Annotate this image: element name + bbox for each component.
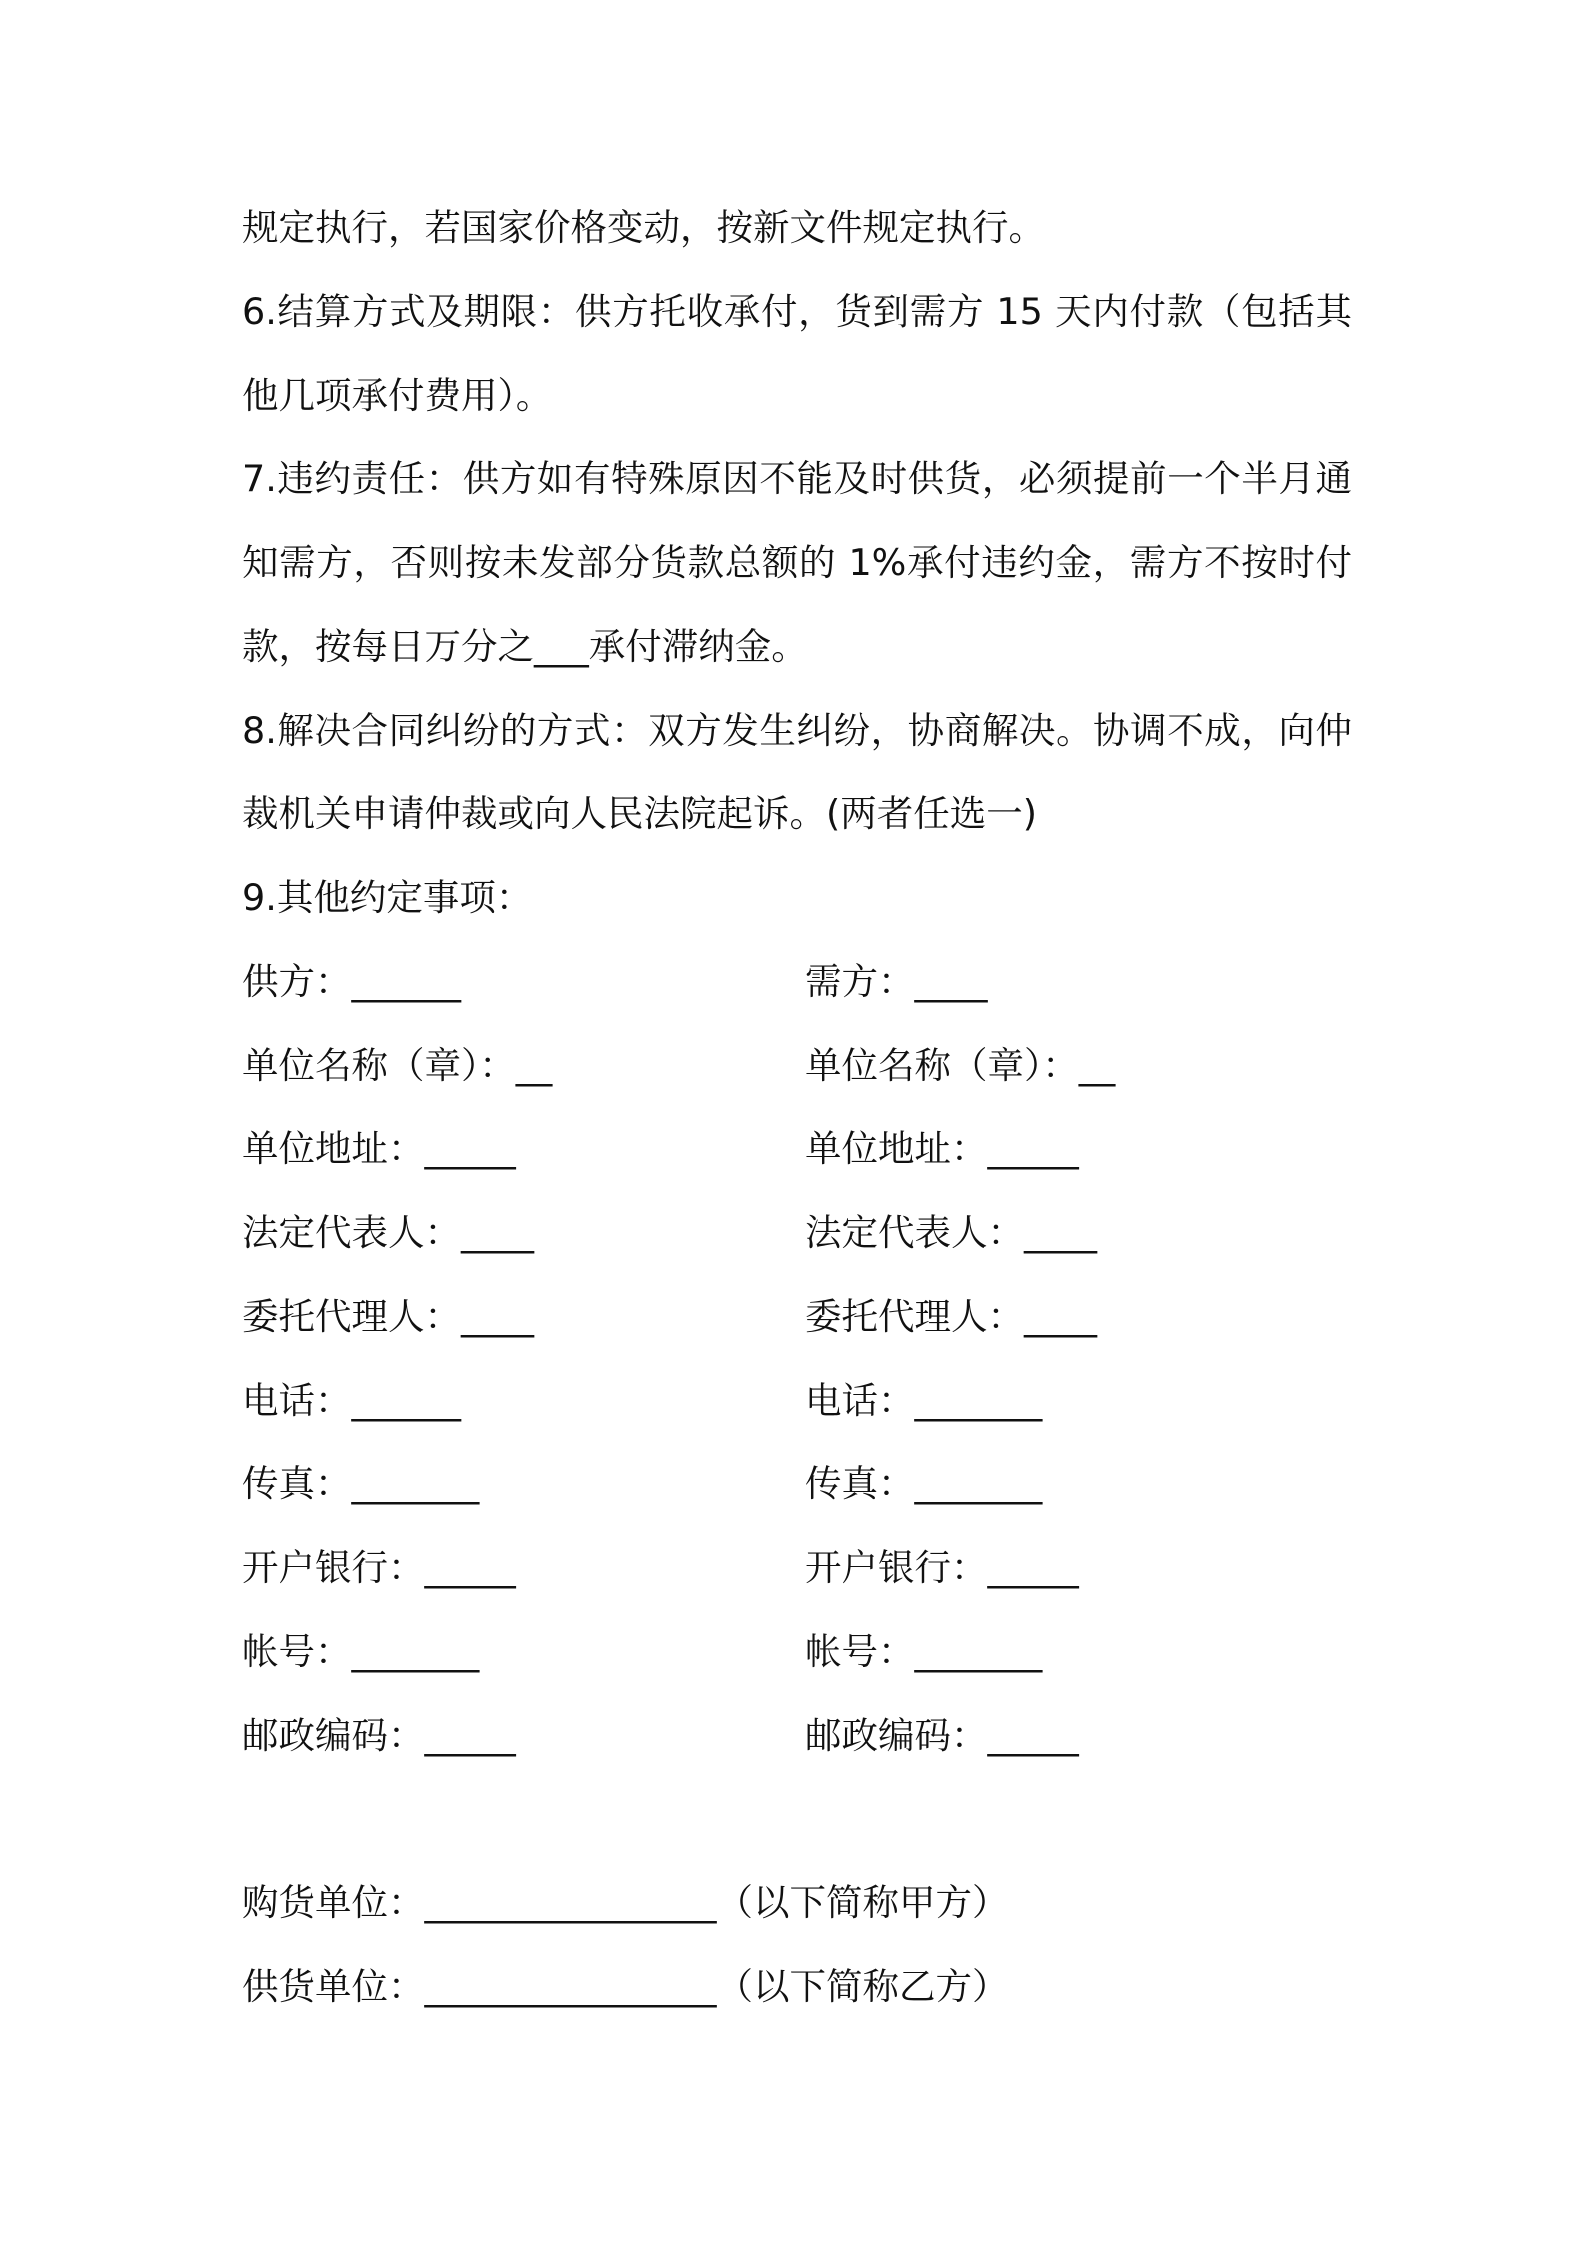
field-label: 传真： <box>805 1462 915 1506</box>
signature-row-agent <box>242 1275 1352 1359</box>
field-blank: _______ <box>914 1378 1043 1422</box>
field-label: 法定代表人： <box>805 1211 1024 1254</box>
buyer-agent-field <box>805 1275 1352 1359</box>
field-label: 电话： <box>805 1378 915 1422</box>
field-label: 供货单位： <box>242 1964 425 2008</box>
supplier-fax-field <box>242 1442 805 1526</box>
signature-row-fax <box>242 1442 1352 1526</box>
clause-7-line-3: 款，按每日万分之___承付滞纳金。 <box>242 624 808 668</box>
field-blank: _____ <box>424 1713 516 1757</box>
clause-6-line-2: 他几项承付费用）。 <box>242 373 553 417</box>
field-blank: _____ <box>987 1127 1079 1171</box>
signature-row-phone <box>242 1359 1352 1443</box>
clause-8-line-2: 裁机关申请仲裁或向人民法院起诉。(两者任选一) <box>242 792 1037 836</box>
buyer-unit-name-field <box>805 1024 1352 1108</box>
clause-7-line-2: 知需方，否则按未发部分货款总额的 1%承付违约金，需方不按时付 <box>242 541 1352 584</box>
field-label: 委托代理人： <box>242 1294 461 1338</box>
field-label: 开户银行： <box>242 1546 425 1589</box>
clause-9-heading: 9.其他约定事项： <box>242 876 533 919</box>
field-blank: _____ <box>987 1546 1079 1589</box>
buyer-bank-field <box>805 1526 1352 1610</box>
field-label: 帐号： <box>242 1629 352 1673</box>
signature-row-postcode <box>242 1694 1352 1778</box>
field-blank: ________________ <box>424 1881 717 1924</box>
buyer-unit-address-field <box>805 1107 1352 1191</box>
field-blank: ______ <box>351 959 461 1003</box>
field-blank: _____ <box>424 1546 516 1589</box>
field-blank: _______ <box>351 1629 480 1673</box>
field-label: 法定代表人： <box>242 1211 461 1254</box>
signature-row-bank <box>242 1526 1352 1610</box>
field-blank: __ <box>1078 1043 1116 1087</box>
field-label: 电话： <box>242 1378 352 1422</box>
supplier-legal-rep-field <box>242 1191 805 1275</box>
clause-8-line-1: 8.解决合同纠纷的方式：双方发生纠纷，协商解决。协调不成，向仲 <box>242 708 1352 752</box>
purchaser-unit-line <box>242 1861 1352 1945</box>
supplier-bank-field <box>242 1526 805 1610</box>
field-label: 单位名称（章）： <box>242 1043 516 1087</box>
field-label: 单位名称（章）： <box>805 1043 1079 1087</box>
buyer-postcode-field <box>805 1694 1352 1778</box>
field-label: 邮政编码： <box>242 1713 425 1757</box>
field-blank: ____ <box>461 1294 534 1338</box>
field-blank: ________________ <box>424 1964 717 2008</box>
field-blank: ____ <box>461 1211 534 1254</box>
supplier-unit-address-field <box>242 1107 805 1191</box>
field-blank: _____ <box>424 1127 516 1171</box>
clause-5-text-end: 规定执行，若国家价格变动，按新文件规定执行。 <box>242 206 1045 249</box>
signature-row-account <box>242 1610 1352 1694</box>
field-label: 单位地址： <box>242 1127 425 1171</box>
signature-row-party <box>242 940 1352 1024</box>
field-blank: ______ <box>351 1378 461 1422</box>
field-blank: __ <box>515 1043 553 1087</box>
field-label: 邮政编码： <box>805 1713 988 1757</box>
field-label: 单位地址： <box>805 1127 988 1171</box>
buyer-account-field <box>805 1610 1352 1694</box>
signature-row-unit-name <box>242 1024 1352 1108</box>
blank-line <box>242 1777 1352 1861</box>
buyer-phone-field <box>805 1359 1352 1443</box>
field-label: 购货单位： <box>242 1881 425 1924</box>
supplier-postcode-field <box>242 1694 805 1778</box>
field-label: 开户银行： <box>805 1546 988 1589</box>
buyer-legal-rep-field <box>805 1191 1352 1275</box>
field-blank: _______ <box>351 1462 480 1506</box>
field-blank: ____ <box>1024 1211 1097 1254</box>
buyer-fax-field <box>805 1442 1352 1526</box>
field-label: 委托代理人： <box>805 1294 1024 1338</box>
field-label: 需方： <box>805 959 915 1003</box>
supplier-account-field <box>242 1610 805 1694</box>
signature-block <box>242 940 1352 1778</box>
field-label: 传真： <box>242 1462 352 1506</box>
supplier-unit-line <box>242 1945 1352 2029</box>
clause-6-line-1: 6.结算方式及期限：供方托收承付，货到需方 15 天内付款（包括其 <box>242 289 1352 333</box>
supplier-phone-field <box>242 1359 805 1443</box>
buyer-party-field <box>805 940 1352 1024</box>
signature-row-legal-rep <box>242 1191 1352 1275</box>
field-label: 供方： <box>242 959 352 1003</box>
party-alias-note: （以下简称乙方） <box>716 1964 1009 2008</box>
supplier-agent-field <box>242 1275 805 1359</box>
clause-7-line-1: 7.违约责任：供方如有特殊原因不能及时供货，必须提前一个半月通 <box>242 457 1352 501</box>
contract-content <box>242 186 1352 2029</box>
field-blank: _______ <box>914 1462 1043 1506</box>
party-alias-note: （以下简称甲方） <box>716 1881 1009 1924</box>
field-blank: _______ <box>914 1629 1043 1673</box>
signature-row-unit-address <box>242 1107 1352 1191</box>
field-blank: ____ <box>1024 1294 1097 1338</box>
supplier-unit-name-field <box>242 1024 805 1108</box>
field-label: 帐号： <box>805 1629 915 1673</box>
supplier-party-field <box>242 940 805 1024</box>
field-blank: ____ <box>914 959 988 1003</box>
field-blank: _____ <box>987 1713 1079 1757</box>
